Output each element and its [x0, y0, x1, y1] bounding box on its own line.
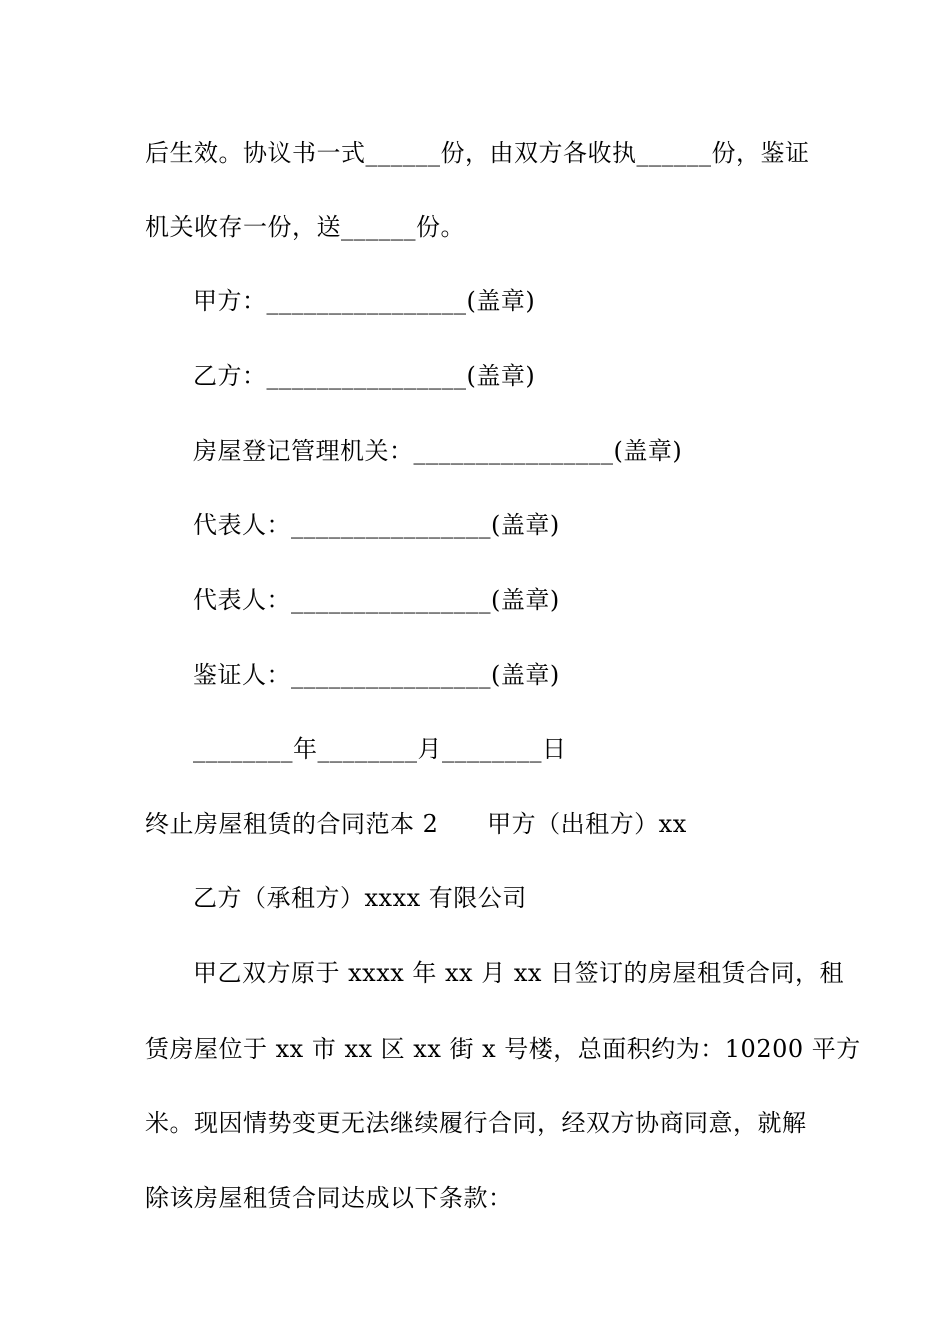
signature-witness: 鉴证人：________________(盖章)	[193, 661, 560, 689]
party-b-line: 乙方（承租方）xxxx 有限公司	[193, 884, 527, 912]
paragraph-line: 赁房屋位于 xx 市 xx 区 xx 街 x 号楼，总面积约为：10200 平方	[145, 1035, 861, 1063]
signature-registry: 房屋登记管理机关：________________(盖章)	[193, 437, 683, 465]
paragraph-line: 米。现因情势变更无法继续履行合同，经双方协商同意，就解	[145, 1109, 807, 1137]
section-title: 终止房屋租赁的合同范本 2 甲方（出租方）xx	[145, 810, 687, 838]
paragraph-line: 除该房屋租赁合同达成以下条款：	[145, 1184, 513, 1212]
signature-representative: 代表人：________________(盖章)	[193, 511, 560, 539]
paragraph-line: 甲乙双方原于 xxxx 年 xx 月 xx 日签订的房屋租赁合同，租	[193, 959, 845, 987]
paragraph-line: 后生效。协议书一式______份，由双方各收执______份，鉴证	[145, 139, 810, 167]
signature-date: ________年________月________日	[193, 735, 567, 763]
signature-party-a: 甲方：________________(盖章)	[193, 287, 536, 315]
paragraph-line: 机关收存一份，送______份。	[145, 213, 465, 241]
signature-representative: 代表人：________________(盖章)	[193, 586, 560, 614]
signature-party-b: 乙方：________________(盖章)	[193, 362, 536, 390]
